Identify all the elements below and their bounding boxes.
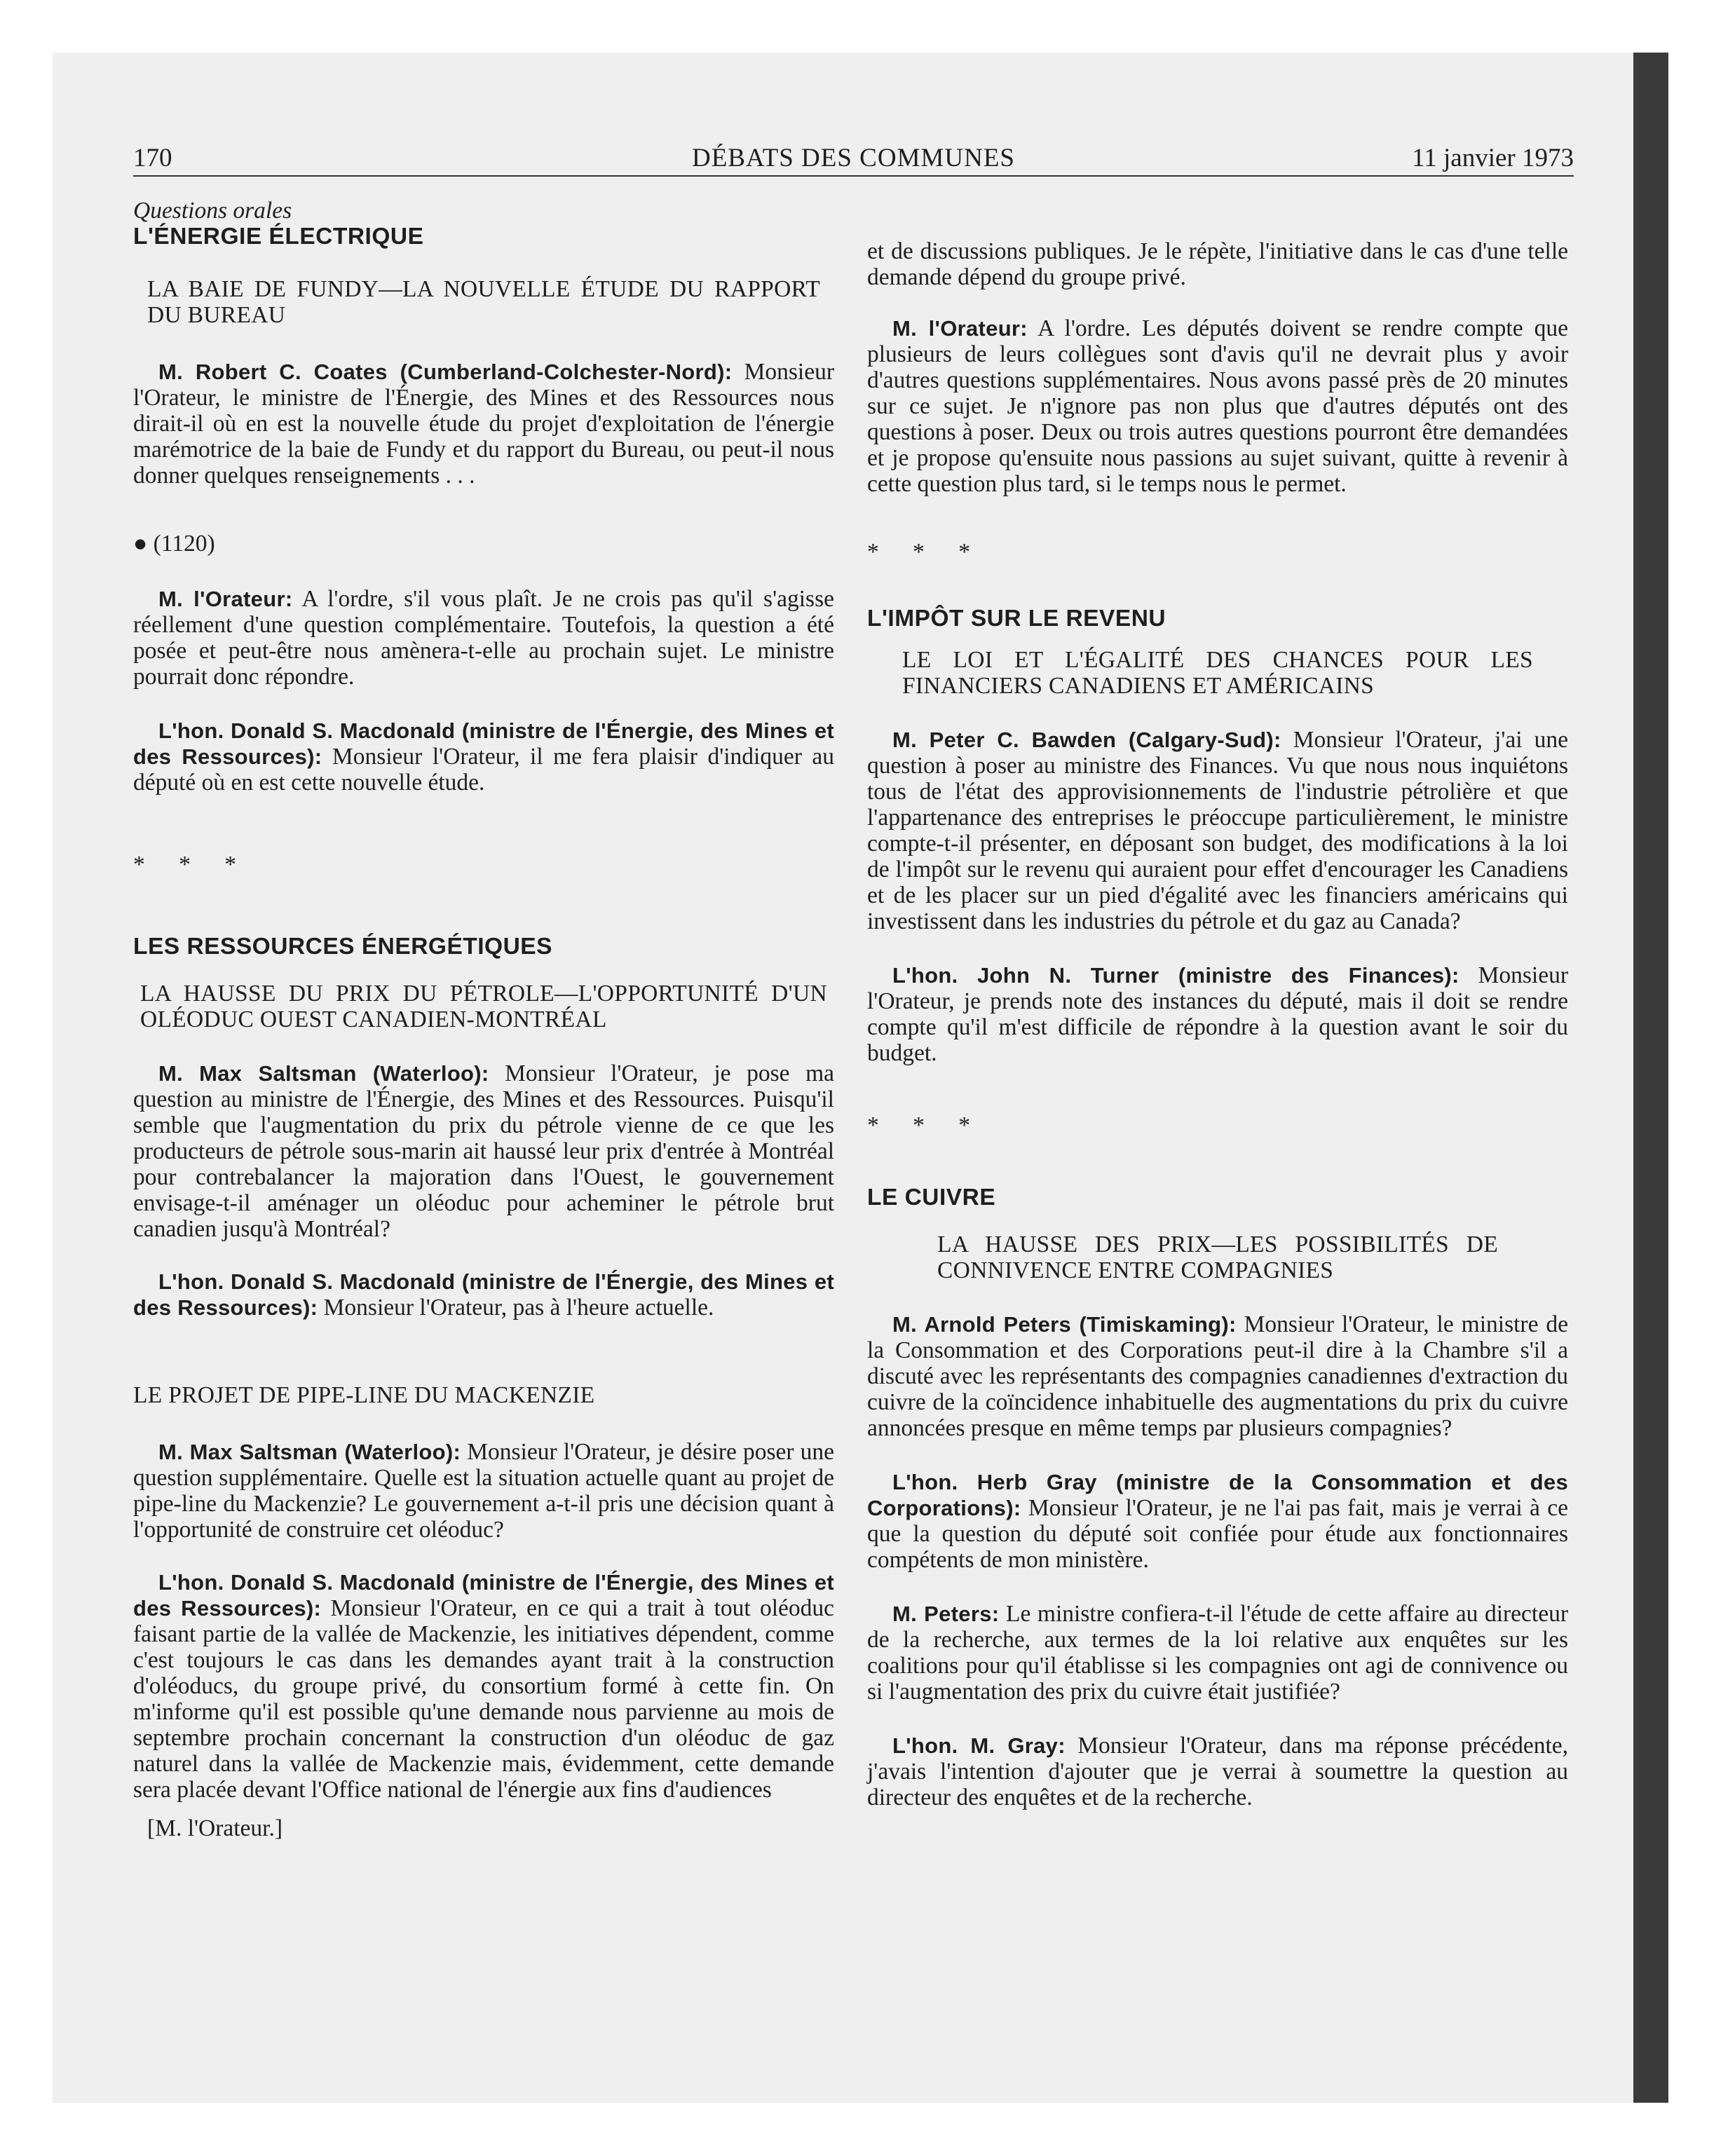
speech-paragraph xyxy=(133,1269,834,1321)
subject-heading: LES RESSOURCES ÉNERGÉTIQUES xyxy=(133,934,552,960)
right-column xyxy=(867,238,1568,1810)
speech-paragraph xyxy=(867,962,1568,1066)
subject-heading: L'IMPÔT SUR LE REVENU xyxy=(867,606,1166,632)
speech-text: Monsieur l'Orateur, pas à l'heure actuelle. xyxy=(323,1295,714,1321)
page-header xyxy=(133,143,1574,177)
subject-heading: L'ÉNERGIE ÉLECTRIQUE xyxy=(133,224,424,250)
running-title: DÉBATS DES COMMUNES xyxy=(691,144,1015,172)
speaker-name: M. Max Saltsman (Waterloo): xyxy=(158,1061,489,1086)
speech-paragraph xyxy=(867,1733,1568,1810)
speaker-name: M. Max Saltsman (Waterloo): xyxy=(158,1440,461,1464)
speech-paragraph xyxy=(867,315,1568,497)
subject-subheading: LA HAUSSE DU PRIX DU PÉTROLE—L'OPPORTUNITÉ D'UN OLÉODUC OUEST CANADIEN-MONTRÉAL xyxy=(140,981,827,1032)
speech-text: Monsieur l'Orateur, je pose ma question au ministre de l'Énergie, des Mines et des Ressources. Puisqu'il semble que l'augmentation du prix du pétrole vienne de ce que les producteurs de pétrole sous-marin ait haussé leur prix d'entrée à Montréal pour contrebalancer la majoration dans l'Ouest, le gouvernement envisage-t-il aménager un oléoduc pour acheminer le pétrole brut canadien jusqu'à Montréal? xyxy=(133,1060,835,1242)
speech-text: Monsieur l'Orateur, le ministre de la Consommation et des Corporations peut-il dire à la Chambre s'il a discuté avec les représentants des compagnies canadiennes d'extraction du cuivre de la coïncidence inhabituelle des augmentations du prix du cuivre annoncées presque en même temps par plusieurs compagnies? xyxy=(867,1311,1569,1441)
section-separator: * * * xyxy=(867,539,984,565)
speaker-name: M. Peters: xyxy=(892,1602,1000,1626)
subject-heading: LE CUIVRE xyxy=(867,1185,996,1210)
speaker-name: L'hon. John N. Turner (ministre des Finances): xyxy=(892,963,1460,988)
left-column xyxy=(133,198,834,1841)
speaker-name: M. l'Orateur: xyxy=(158,587,293,611)
speaker-name: L'hon. M. Gray: xyxy=(892,1733,1066,1758)
timestamp-line xyxy=(133,531,834,557)
speaker-name: L'hon. Donald S. Macdonald (ministre de l'Énergie, des Mines et des Ressources): xyxy=(133,1269,834,1320)
header-date: 11 janvier 1973 xyxy=(1412,144,1574,172)
speech-paragraph xyxy=(133,1060,834,1242)
speech-paragraph xyxy=(133,1569,834,1803)
speech-text: Monsieur l'Orateur, je prends note des instances du député, mais il doit se rendre compte qu'il m'est difficile de répondre à la question avant le soir du budget. xyxy=(867,962,1568,1066)
speech-paragraph xyxy=(133,359,834,489)
section-separator: * * * xyxy=(133,852,250,878)
speech-text: Monsieur l'Orateur, il me fera plaisir d'indiquer au député où en est cette nouvelle étude. xyxy=(133,744,835,796)
speaker-name: L'hon. Herb Gray (ministre de la Consommation et des Corporations): xyxy=(867,1470,1568,1520)
speaker-name: M. Peter C. Bawden (Calgary-Sud): xyxy=(892,728,1281,752)
speaker-name: L'hon. Donald S. Macdonald (ministre de l'Énergie, des Mines et des Ressources): xyxy=(133,718,834,769)
page-edge-shadow xyxy=(1633,53,1668,2103)
page-number: 170 xyxy=(133,144,172,172)
bullet-icon: ● xyxy=(133,531,148,557)
speech-paragraph xyxy=(867,727,1568,934)
speech-text: Monsieur l'Orateur, j'ai une question à poser au ministre des Finances. Vu que nous nous inquiétons tous de l'état des approvisionnements de l'industrie pétrolière et que l'appartenance des entreprises le préoccupe particulièrement, le ministre compte-t-il présenter, en déposant son budget, des modifications à la loi de l'impôt sur le revenu qui auraient pour effet d'encourager les Canadiens et de les placer sur un pied d'égalité avec les financiers américains qui investissent dans les industries du pétrole et du gaz au Canada? xyxy=(867,727,1569,934)
speech-text: A l'ordre. Les députés doivent se rendre compte que plusieurs de leurs collègues sont d'avis qu'il ne devrait plus y avoir d'autres questions supplémentaires. Nous avons passé près de 20 minutes sur ce sujet. Je n'ignore pas non plus que d'autres députés ont des questions à poser. Deux ou trois autres questions pourront être demandées et je propose qu'ensuite nous passions au sujet suivant, quitte à revenir à cette question plus tard, si le temps nous le permet. xyxy=(867,315,1568,497)
speech-paragraph xyxy=(133,718,834,796)
section-title-italic: Questions orales xyxy=(133,198,292,224)
speech-paragraph xyxy=(867,1469,1568,1573)
section-separator: * * * xyxy=(867,1112,984,1138)
speech-paragraph xyxy=(133,586,834,690)
speech-text: Monsieur l'Orateur, le ministre de l'Énergie, des Mines et des Ressources nous dirait-il où en est la nouvelle étude du projet d'exploitation de l'énergie marémotrice de la baie de Fundy et du rapport du Bureau, ou peut-il nous donner quelques renseignements . . . xyxy=(133,359,835,489)
speech-paragraph xyxy=(133,1439,834,1543)
subject-subheading: LA HAUSSE DES PRIX—LES POSSIBILITÉS DE CONNIVENCE ENTRE COMPAGNIES xyxy=(937,1231,1498,1283)
speech-text: Le ministre confiera-t-il l'étude de cette affaire au directeur de la recherche, aux termes de la loi relative aux enquêtes sur les coalitions pour qu'il établisse si les compagnies ont agi de connivence ou si l'augmentation des prix du cuivre était justifiée? xyxy=(867,1601,1569,1705)
timestamp: (1120) xyxy=(153,531,215,557)
speaker-name: M. Robert C. Coates (Cumberland-Colchester-Nord): xyxy=(158,360,733,384)
speaker-name: L'hon. Donald S. Macdonald (ministre de l'Énergie, des Mines et des Ressources): xyxy=(133,1570,834,1621)
subject-subheading: LA BAIE DE FUNDY—LA NOUVELLE ÉTUDE DU RAPPORT DU BUREAU xyxy=(147,276,820,328)
speech-text: Monsieur l'Orateur, je désire poser une question supplémentaire. Quelle est la situation actuelle quant au projet de pipe-line du Mackenzie? Le gouvernement a-t-il pris une décision quant à l'opportunité de construire cet oléoduc? xyxy=(133,1439,834,1543)
speech-paragraph xyxy=(867,1601,1568,1705)
speech-paragraph: et de discussions publiques. Je le répète, l'initiative dans le cas d'une telle demande dépend du groupe privé. xyxy=(867,238,1568,290)
footer-note: [M. l'Orateur.] xyxy=(147,1815,283,1841)
speech-text: Monsieur l'Orateur, je ne l'ai pas fait, mais je verrai à ce que la question du député soit confiée pour étude aux fonctionnaires compétents de mon ministère. xyxy=(867,1495,1568,1573)
speaker-name: M. l'Orateur: xyxy=(892,316,1028,341)
subject-subheading: LE PROJET DE PIPE-LINE DU MACKENZIE xyxy=(133,1382,595,1408)
speech-text: Monsieur l'Orateur, en ce qui a trait à tout oléoduc faisant partie de la vallée de Mackenzie, les initiatives dépendent, comme c'est toujours le cas dans les demandes ayant trait à la construction d'oléoducs, du groupe privé, du consortium formé à cette fin. On m'informe qu'il est possible qu'une demande nous parvienne au mois de septembre prochain concernant la construction d'un oléoduc de gaz naturel dans la vallée de Mackenzie mais, évidemment, cette demande sera placée devant l'Office national de l'énergie aux fins d'audiences xyxy=(133,1595,835,1803)
speaker-name: M. Arnold Peters (Timiskaming): xyxy=(892,1312,1237,1337)
speech-paragraph xyxy=(867,1311,1568,1441)
speech-text: Monsieur l'Orateur, dans ma réponse précédente, j'avais l'intention d'ajouter que je verrai à soumettre la question au directeur des enquêtes et de la recherche. xyxy=(867,1733,1569,1810)
speech-text: A l'ordre, s'il vous plaît. Je ne crois pas qu'il s'agisse réellement d'une question complémentaire. Toutefois, la question a été posée et peut-être nous amènera-t-elle au prochain sujet. Le ministre pourrait donc répondre. xyxy=(133,586,834,690)
subject-subheading: LE LOI ET L'ÉGALITÉ DES CHANCES POUR LES FINANCIERS CANADIENS ET AMÉRICAINS xyxy=(902,647,1533,699)
